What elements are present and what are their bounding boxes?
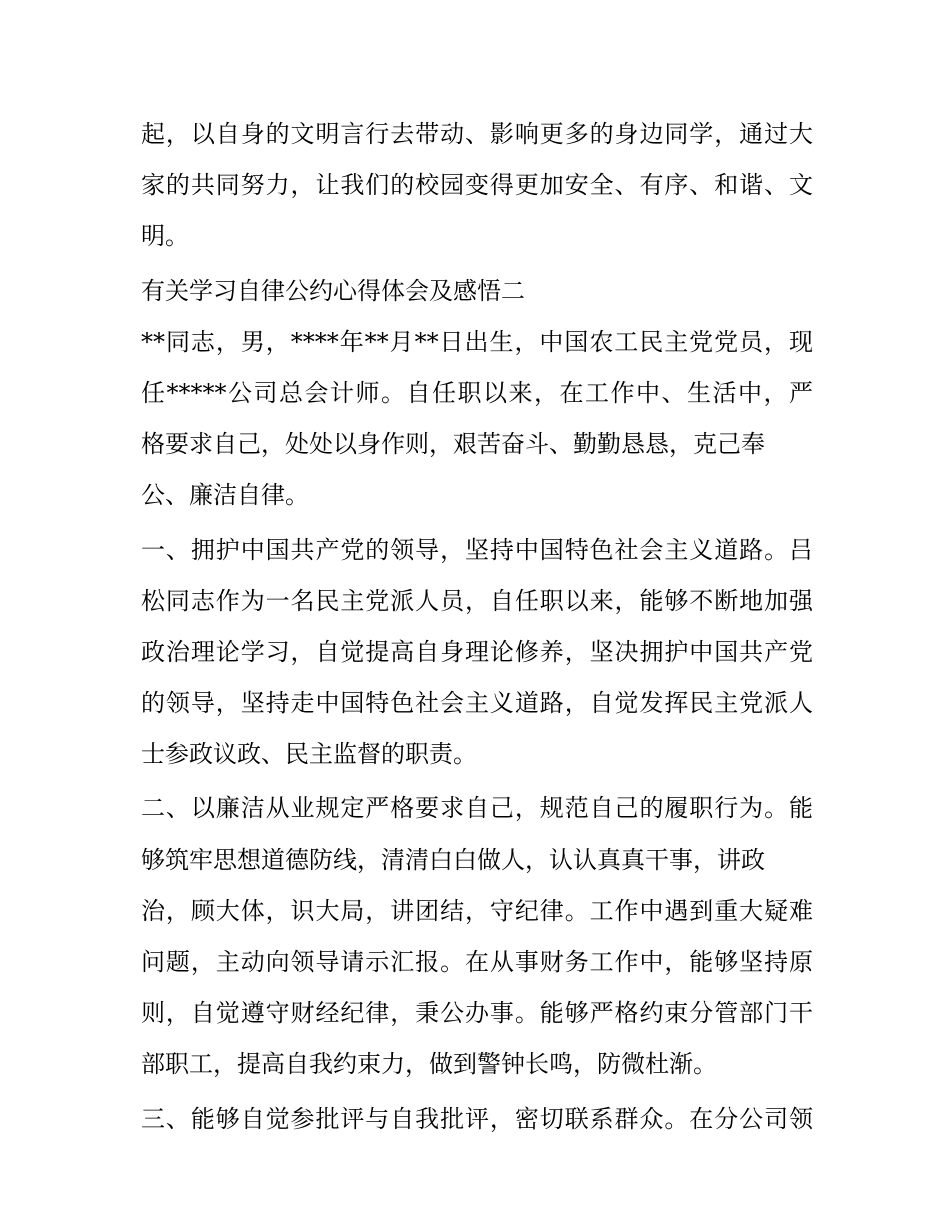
text-line: 公、廉洁自律。	[141, 481, 309, 510]
document-body	[141, 109, 813, 1145]
text-line: 的领导，坚持走中国特色社会主义道路，自觉发挥民主党派人	[141, 689, 813, 718]
text-line: 问题，主动向领导请示汇报。在从事财务工作中，能够坚持原	[141, 948, 813, 976]
text-line: 松同志作为一名民主党派人员，自任职以来，能够不断地加强	[141, 586, 813, 615]
text-line: 则，自觉遵守财经纪律，秉公办事。能够严格约束分管部门干	[141, 999, 813, 1028]
text-line: **同志，男，****年**月**日出生，中国农工民主党党员，现	[141, 327, 813, 356]
text-line: 家的共同努力，让我们的校园变得更加安全、有序、和谐、文	[141, 171, 813, 200]
text-line: 格要求自己，处处以身作则，艰苦奋斗、勤勤恳恳，克己奉	[141, 430, 765, 459]
text-line: 一、拥护中国共产党的领导，坚持中国特色社会主义道路。吕	[141, 535, 813, 564]
text-line: 起，以自身的文明言行去带动、影响更多的身边同学，通过大	[141, 120, 813, 148]
text-line: 三、能够自觉参批评与自我批评，密切联系群众。在分公司领	[141, 1104, 813, 1133]
text-line: 够筑牢思想道德防线，清清白白做人，认认真真干事，讲政	[141, 845, 765, 874]
text-line: 政治理论学习，自觉提高自身理论修养，坚决拥护中国共产党	[141, 637, 813, 666]
text-line: 治，顾大体，识大局，讲团结，守纪律。工作中遇到重大疑难	[141, 896, 813, 925]
text-line: 明。	[141, 222, 189, 251]
text-line: 有关学习自律公约心得体会及感悟二	[141, 276, 525, 305]
text-line: 任*****公司总会计师。自任职以来，在工作中、生活中，严	[141, 378, 813, 407]
text-line: 二、以廉洁从业规定严格要求自己，规范自己的履职行为。能	[141, 794, 813, 823]
text-line: 士参政议政、民主监督的职责。	[141, 740, 477, 769]
text-line: 部职工，提高自我约束力，做到警钟长鸣，防微杜渐。	[141, 1050, 717, 1079]
